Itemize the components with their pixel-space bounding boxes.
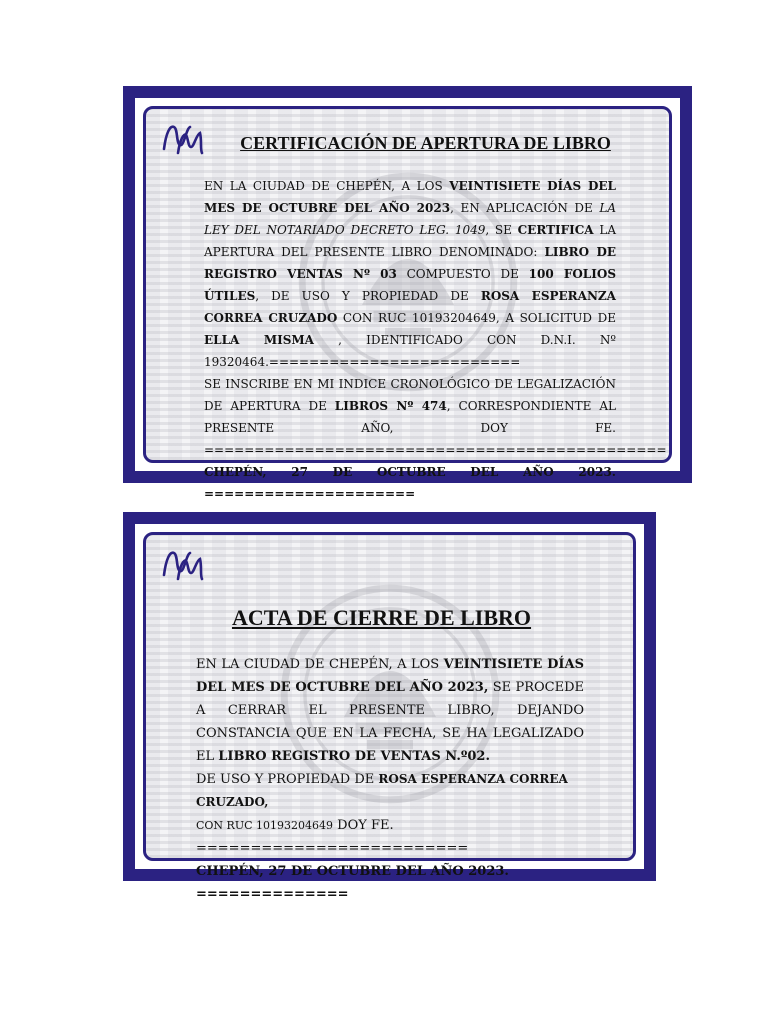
apertura-title: CERTIFICACIÓN DE APERTURA DE LIBRO bbox=[240, 133, 611, 153]
cierre-closing: CHEPÉN, 27 DE OCTUBRE DEL AÑO 2023. ============== bbox=[196, 864, 509, 902]
apertura-closing: CHEPÉN, 27 DE OCTUBRE DEL AÑO 2023. ===================== bbox=[204, 465, 616, 501]
cierre-white-border bbox=[135, 524, 644, 902]
apertura-body bbox=[204, 175, 667, 505]
cierre-paragraph-2: DE USO Y PROPIEDAD DE ROSA ESPERANZA CORREA CRUZADO, bbox=[196, 772, 568, 809]
apertura-paragraph-1: EN LA CIUDAD DE CHEPÉN, A LOS VEINTISIETE DÍAS DEL MES DE OCTUBRE DEL AÑO 2023, EN APLICACIÓN DE LA LEY DEL NOTARIADO DECRETO LEG. 1049, SE CERTIFICA LA APERTURA DEL PRESENTE LIBRO DENOMINADO: LIBRO DE REGISTRO VENTAS Nº 03 COMPUESTO DE 100 FOLIOS ÚTILES, DE USO Y PROPIEDAD DE ROSA ESPERANZA CORREA CRUZADO CON RUC 10193204649, A SOLICITUD DE ELLA MISMA , IDENTIFICADO CON D.N.I. Nº 19320464.========================= bbox=[204, 179, 616, 369]
cierre-body bbox=[196, 653, 584, 906]
cierre-panel bbox=[143, 532, 636, 902]
apertura-certificate bbox=[123, 86, 692, 501]
cierre-paragraph-3: CON RUC 10193204649 DOY FE. ========================= bbox=[196, 818, 469, 856]
notary-logo-icon bbox=[158, 545, 206, 585]
cierre-paragraph-1: EN LA CIUDAD DE CHEPÉN, A LOS VEINTISIETE DÍAS DEL MES DE OCTUBRE DEL AÑO 2023, SE PROCEDE A CERRAR EL PRESENTE LIBRO, DEJANDO CONSTANCIA QUE EN LA FECHA, SE HA LEGALIZADO EL LIBRO REGISTRO DE VENTAS N.º02. bbox=[196, 657, 584, 764]
apertura-paragraph-2: SE INSCRIBE EN MI INDICE CRONOLÓGICO DE LEGALIZACIÓN DE APERTURA DE LIBROS Nº 474, CORRESPONDIENTE AL PRESENTE AÑO, DOY FE. ============================================== bbox=[204, 377, 667, 457]
apertura-panel bbox=[143, 106, 672, 501]
cierre-certificate bbox=[123, 512, 656, 902]
apertura-white-border bbox=[135, 98, 680, 501]
cierre-title: ACTA DE CIERRE DE LIBRO bbox=[231, 605, 532, 630]
